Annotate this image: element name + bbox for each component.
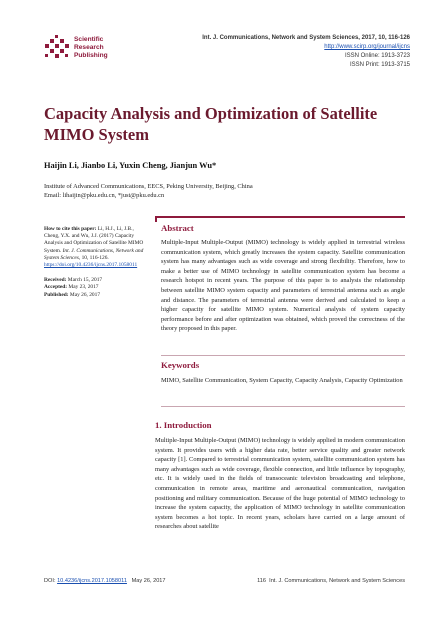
how-to-cite-text1: Li, H.J., Li, J.B., Cheng, Y.X. and Wu, J.J. (2017) Capacity Analysis and Optimization of Satellite MIMO System. [44,226,144,254]
footer-date: May 26, 2017 [131,578,166,584]
footer-doi-link[interactable]: 10.4236/ijcns.2017.1058011 [57,578,127,584]
journal-url-link[interactable]: http://www.scirp.org/journal/ijcns [324,44,410,50]
how-to-cite-label: How to cite this paper: [44,226,97,232]
affiliation-text: Institute of Advanced Communications, EECS, Peking University, Beijing, China [44,183,253,190]
how-to-cite-text2: , 10, 116-126. [78,254,109,261]
keywords-heading: Keywords [161,360,200,370]
introduction-heading: 1. Introduction [155,420,212,430]
abstract-top-rule [155,216,405,218]
footer-doi-label: DOI: [44,578,58,584]
abstract-heading: Abstract [161,223,194,233]
paper-affiliation [44,182,404,200]
keywords-body: MIMO, Satellite Communication, System Capacity, Capacity Analysis, Capacity Optimization [161,377,403,384]
footer-page-number: 116 [257,578,267,584]
scirp-logo-icon [44,35,70,61]
paper-authors: Haijin Li, Jianbo Li, Yuxin Cheng, Jianjun Wu* [44,161,217,170]
publisher-name: Scientific Research Publishing [74,36,108,59]
issn-online: ISSN Online: 1913-3723 [344,53,410,59]
citation-box [44,226,148,299]
keywords-top-rule [161,355,405,356]
cite-doi-link[interactable]: https://doi.org/10.4236/ijcns.2017.1058011 [44,262,138,269]
publisher-logo [44,34,122,64]
publication-dates: Received: March 15, 2017 Accepted: May 23, 2017 Published: May 26, 2017 [44,277,103,298]
published-date: May 26, 2017 [68,291,101,298]
introduction-body: Multiple-Input Multiple-Output (MIMO) technology is widely applied in modern communication system. It provides users with a higher data rate, better service quality and greater network capacity [1]. Compared to terrestrial communication system, satellite communication system has many advantages such as wide coverage, flexible connection, and little influence by topography, etc. It is widely used in the fields of transoceanic television broadcasting and telephone, communication in remote areas, maritime and aeronautical communication, navigation positioning and military communication. Because of the huge potential of MIMO technology to increase the system capacity, the application of MIMO technology in satellite communication system becomes a hot topic. In recent years, scholars have carried on a large amount of researches about satellite [155,437,405,531]
how-to-cite-journal: Int. J. Communications, Network and System Sciences [44,247,144,261]
abstract-body: Multiple-Input Multiple-Output (MIMO) technology is widely applied in terrestrial wireless communication system, which greatly increases the system capacity. Satellite communication system has many advantages such as wide coverage and strong flexibility. Therefore, how to make a better use of MIMO technology in satellite communication system has become a research hotspot in recent years. The purpose of this paper is to analysis the relationship between satellite MIMO system capacity and parameters of terrestrial antenna such as angle and distance. The parameters of terrestrial antenna were derived and calculated to keep a higher capacity for satellite MIMO system. Numerical analysis of system capacity performance before and after optimization was obtained, which proved the correctness of the theory proposed in this paper. [161,239,405,333]
journal-citation: Int. J. Communications, Network and System Sciences, 2017, 10, 116-126 [202,35,410,41]
author-email: Email: lihaijin@pku.edu.cn, *just@pku.edu.cn [44,192,165,199]
paper-title: Capacity Analysis and Optimization of Satellite MIMO System [44,104,378,144]
footer-journal-name: Int. J. Communications, Network and System Sciences [269,578,405,584]
received-date: March 15, 2017 [66,277,103,284]
how-to-cite [44,226,148,269]
page-footer [44,578,405,584]
keywords-bottom-rule [161,406,405,407]
accepted-date: May 23, 2017 [67,284,99,291]
footer-journal-page [257,578,405,584]
issn-print: ISSN Print: 1913-3715 [349,62,410,68]
journal-header [170,34,410,70]
